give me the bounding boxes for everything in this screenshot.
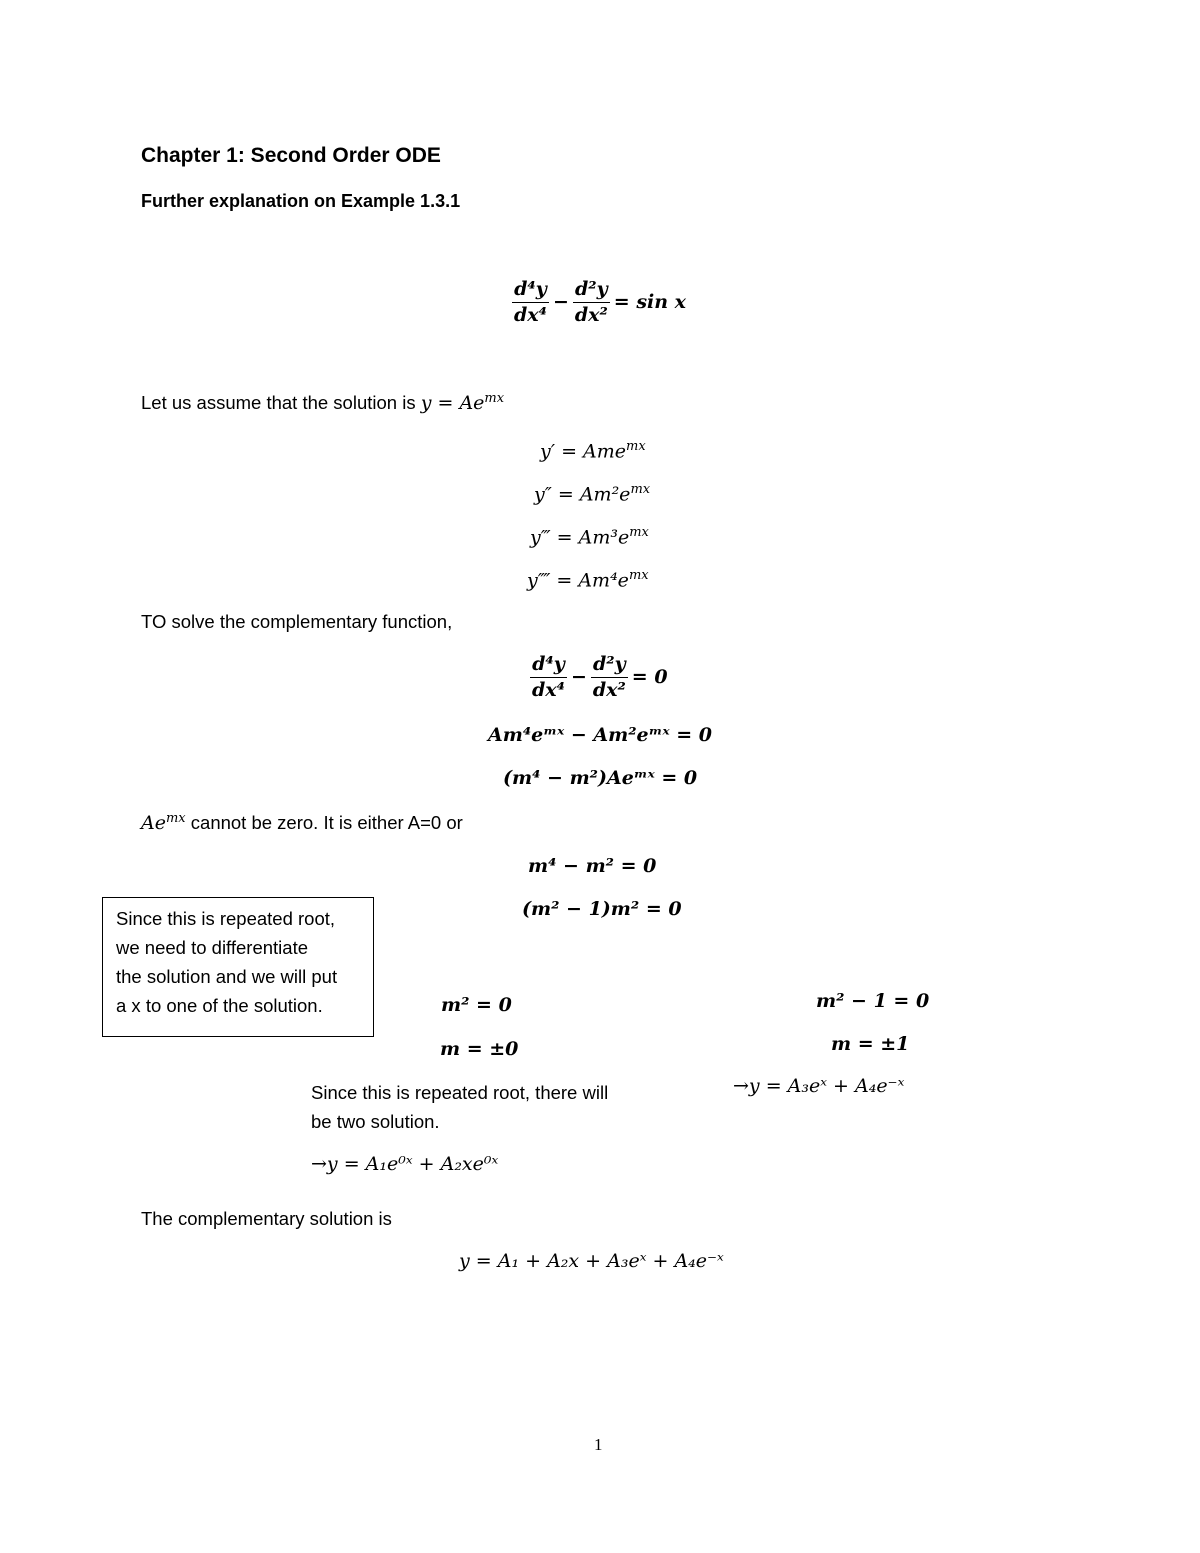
nonzero-statement bbox=[141, 812, 463, 834]
fraction-denominator: dx² bbox=[574, 304, 608, 326]
fraction-numerator: d²y bbox=[593, 653, 626, 675]
note-line: Since this is repeated root, bbox=[116, 908, 336, 929]
derivative-expression: y⁗ = Am⁴e bbox=[527, 569, 629, 592]
main-equation bbox=[512, 280, 686, 325]
derivative-exponent: mx bbox=[629, 525, 649, 540]
page-subtitle: Further explanation on Example 1.3.1 bbox=[141, 191, 461, 211]
derivative-exponent: mx bbox=[630, 482, 651, 497]
fraction-denominator: dx⁴ bbox=[532, 679, 565, 701]
fraction-d4y-dx4 bbox=[512, 280, 549, 325]
fraction-d2y-dx2 bbox=[573, 280, 610, 325]
left-case-eq2: m = ±0 bbox=[440, 1038, 519, 1060]
homogeneous-equation bbox=[530, 655, 668, 700]
equation-rhs: = sin x bbox=[613, 291, 687, 313]
derivative-exponent: mx bbox=[626, 439, 646, 454]
right-case-eq2: m = ±1 bbox=[831, 1033, 910, 1055]
equation-rhs: = 0 bbox=[631, 666, 668, 688]
derivative-expression: y‴ = Am³e bbox=[530, 526, 630, 549]
derivative-expression: y″ = Am²e bbox=[534, 483, 631, 506]
left-case-result: →y = A₁e⁰ˣ + A₂xe⁰ˣ bbox=[311, 1153, 499, 1175]
page-title: Chapter 1: Second Order ODE bbox=[141, 144, 441, 167]
final-statement: The complementary solution is bbox=[141, 1208, 392, 1229]
fraction-denominator: dx⁴ bbox=[514, 304, 547, 326]
final-equation: y = A₁ + A₂x + A₃eˣ + A₄e⁻ˣ bbox=[459, 1250, 724, 1272]
minus-sign: − bbox=[552, 291, 569, 313]
page-number: 1 bbox=[594, 1435, 603, 1454]
right-case-eq1: m² − 1 = 0 bbox=[816, 990, 930, 1012]
nonzero-exponent: mx bbox=[165, 811, 186, 826]
complementary-intro: TO solve the complementary function, bbox=[141, 611, 453, 632]
derivative-expression: y′ = Ame bbox=[540, 440, 627, 463]
nonzero-math: Ae bbox=[141, 812, 166, 835]
characteristic-equation: m⁴ − m² = 0 bbox=[528, 855, 657, 877]
substituted-equation: Am⁴eᵐˣ − Am²eᵐˣ = 0 bbox=[488, 724, 712, 746]
note-line: we need to differentiate bbox=[116, 937, 308, 958]
fraction-numerator: d²y bbox=[575, 278, 608, 300]
assumption-text: Let us assume that the solution is bbox=[141, 392, 421, 414]
left-case-note-line1: Since this is repeated root, there will bbox=[311, 1082, 609, 1103]
fraction-numerator: d⁴y bbox=[514, 278, 547, 300]
fraction-numerator: d⁴y bbox=[532, 653, 565, 675]
minus-sign: − bbox=[570, 666, 587, 688]
derivative-exponent: mx bbox=[628, 568, 649, 583]
assumption-math: y = Ae bbox=[420, 392, 485, 415]
right-case-result: →y = A₃eˣ + A₄e⁻ˣ bbox=[733, 1075, 905, 1097]
note-line: a x to one of the solution. bbox=[116, 995, 323, 1016]
factored-equation: (m⁴ − m²)Aeᵐˣ = 0 bbox=[503, 767, 698, 789]
assumption-line bbox=[141, 392, 504, 414]
left-case-eq1: m² = 0 bbox=[441, 994, 512, 1016]
fraction-d4y-dx4 bbox=[530, 655, 567, 700]
derivative-1 bbox=[540, 440, 646, 461]
assumption-exponent: mx bbox=[484, 391, 505, 406]
note-line: the solution and we will put bbox=[116, 966, 338, 987]
derivative-4 bbox=[527, 569, 649, 590]
fraction-d2y-dx2 bbox=[591, 655, 628, 700]
fraction-denominator: dx² bbox=[592, 679, 626, 701]
left-case-note-line2: be two solution. bbox=[311, 1111, 440, 1132]
derivative-2 bbox=[534, 483, 650, 504]
characteristic-factored: (m² − 1)m² = 0 bbox=[522, 898, 682, 920]
nonzero-text: cannot be zero. It is either A=0 or bbox=[185, 812, 463, 834]
derivative-3 bbox=[530, 526, 649, 547]
